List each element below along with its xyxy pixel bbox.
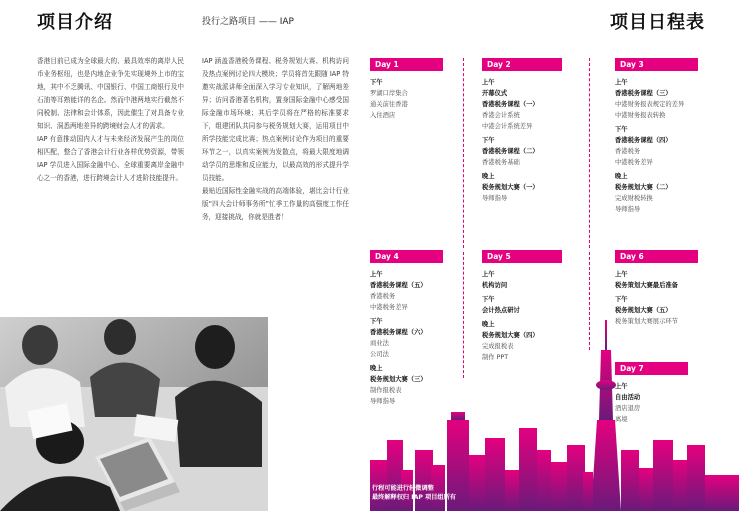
day-1-card bbox=[370, 58, 443, 121]
time-slot-label: 晚上 bbox=[370, 365, 383, 372]
day-5-header: Day 5 bbox=[482, 250, 562, 263]
schedule-item: 导师指导 bbox=[370, 398, 396, 405]
session-title: 自由活动 bbox=[615, 394, 641, 401]
schedule-footnote bbox=[372, 484, 492, 502]
session-title: 税务规划大赛（三） bbox=[370, 376, 427, 383]
schedule-item: 酒店退房 bbox=[615, 405, 641, 412]
schedule-item: 公司法 bbox=[370, 351, 389, 358]
session-title: 税务策划大赛最后准备 bbox=[615, 282, 678, 289]
day-4-header: Day 4 bbox=[370, 250, 443, 263]
schedule-item: 香港税务 bbox=[370, 293, 396, 300]
page-title-right: 项目日程表 bbox=[610, 12, 705, 33]
schedule-item: 香港会计系统 bbox=[482, 112, 520, 119]
time-slot-label: 晚上 bbox=[482, 173, 495, 180]
schedule-item: 中港会计系统差异 bbox=[482, 123, 533, 130]
schedule-item: 完成财税转换 bbox=[615, 195, 653, 202]
footnote-line: 最终解释权归 IAP 项目组所有 bbox=[372, 494, 456, 501]
time-slot-label: 上午 bbox=[482, 79, 495, 86]
session-title: 机构访问 bbox=[482, 282, 508, 289]
column-divider bbox=[463, 58, 464, 248]
schedule-item: 制作报税表 bbox=[370, 387, 402, 394]
schedule-item: 中港税务差异 bbox=[615, 159, 653, 166]
business-meeting-photo bbox=[0, 317, 268, 511]
project-subtitle: 投行之路项目 —— IAP bbox=[202, 17, 294, 27]
time-slot-label: 上午 bbox=[615, 271, 628, 278]
schedule-item: 罗湖口岸集合 bbox=[370, 90, 408, 97]
time-slot-label: 上午 bbox=[615, 383, 628, 390]
session-title: 税务规划大赛（二） bbox=[615, 184, 672, 191]
schedule-item: 制作 PPT bbox=[482, 354, 509, 361]
schedule-item: 通关前往香港 bbox=[370, 101, 408, 108]
session-title: 税务规划大赛（四） bbox=[482, 332, 539, 339]
day-2-card bbox=[482, 58, 562, 204]
time-slot-label: 晚上 bbox=[615, 173, 628, 180]
intro-paragraph: IAP 有意推动国内人才与未来经济发展产生的岗位相匹配，整合了香港会计行业各样优势资源，带领 IAP 学员进入国际金融中心、全球重要离岸金融中心之一的香港，进行跨境会计人才进阶技能提升。 bbox=[37, 135, 184, 182]
time-slot-label: 下午 bbox=[482, 296, 495, 303]
schedule-item: 导师指导 bbox=[615, 206, 641, 213]
session-title: 香港税务课程（三） bbox=[615, 90, 672, 97]
schedule-item: 中港税务差异 bbox=[370, 304, 408, 311]
footnote-line: 行程可能进行轻微调整 bbox=[372, 485, 434, 492]
time-slot-label: 下午 bbox=[370, 79, 383, 86]
schedule-item: 入住酒店 bbox=[370, 112, 396, 119]
session-title: 税务规划大赛（五） bbox=[615, 307, 672, 314]
session-title: 香港税务课程（五） bbox=[370, 282, 427, 289]
day-7-header: Day 7 bbox=[615, 362, 688, 375]
schedule-item: 离境 bbox=[615, 416, 628, 423]
time-slot-label: 下午 bbox=[370, 318, 383, 325]
intro-column-2 bbox=[202, 55, 349, 224]
time-slot-label: 上午 bbox=[615, 79, 628, 86]
day-2-header: Day 2 bbox=[482, 58, 562, 71]
schedule-item: 税务策划大赛展示环节 bbox=[615, 318, 678, 325]
schedule-item: 导师指导 bbox=[482, 195, 508, 202]
day-6-header: Day 6 bbox=[615, 250, 698, 263]
day-3-card bbox=[615, 58, 698, 215]
time-slot-label: 上午 bbox=[482, 271, 495, 278]
intro-paragraph: IAP 涵盖香港税务课程、税务规划大赛、机构访问及热点案例讨论四大模块；学员将首先跟随 IAP 特邀实战派讲师全面深入学习专业知识，了解两地差异；访问香港著名机构，置身国际金融中心感受国际金融市场环境；其后学员将在严格的标准要求下，组建团队共同参与税务规划大赛，运用项目中所学技能完成比赛；热点案例讨论作为项目的重要环节之一，以真实案例为发散点，将最大限度地调动学员的思维和反应能力，以最高效的形式提升学员技能。 bbox=[202, 57, 349, 182]
schedule-item: 中港财务报表转换 bbox=[615, 112, 666, 119]
schedule-item: 香港税务 bbox=[615, 148, 641, 155]
day-1-header: Day 1 bbox=[370, 58, 443, 71]
session-title: 开幕仪式 bbox=[482, 90, 508, 97]
intro-column-1 bbox=[37, 55, 184, 185]
day-7-card bbox=[615, 362, 688, 425]
session-title: 香港税务课程（二） bbox=[482, 148, 539, 155]
schedule-item: 中港财务报表规定的差异 bbox=[615, 101, 685, 108]
time-slot-label: 上午 bbox=[370, 271, 383, 278]
session-title: 香港税务课程（四） bbox=[615, 137, 672, 144]
session-title: 香港税务课程（六） bbox=[370, 329, 427, 336]
intro-paragraph: 最贴近国际性金融实战的高端体验，堪比会计行业版“四大会计师事务所”忙季工作量的高强度工作任务，迎接挑战，你就是胜者！ bbox=[202, 187, 349, 221]
session-title: 会计热点研讨 bbox=[482, 307, 520, 314]
time-slot-label: 下午 bbox=[482, 137, 495, 144]
session-title: 税务规划大赛（一） bbox=[482, 184, 539, 191]
schedule-item: 香港税务基础 bbox=[482, 159, 520, 166]
time-slot-label: 下午 bbox=[615, 126, 628, 133]
schedule-item: 完成报税表 bbox=[482, 343, 514, 350]
page-title-left: 项目介绍 bbox=[37, 12, 113, 33]
column-divider bbox=[589, 58, 590, 248]
day-3-header: Day 3 bbox=[615, 58, 698, 71]
time-slot-label: 晚上 bbox=[482, 321, 495, 328]
schedule-item: 商业法 bbox=[370, 340, 389, 347]
session-title: 香港税务课程（一） bbox=[482, 101, 539, 108]
time-slot-label: 下午 bbox=[615, 296, 628, 303]
intro-paragraph: 香港目前已成为全球最大的、最具效率的离岸人民币业务枢纽，也是内地企业争先实现境外上市的宝地，其中不乏腾讯、中国银行、中国工商银行及中石油等耳熟能详的名企。然而中港两地实行截然不同税制、法律和会计体系，因此催生了对具备专业知识、洞悉两地差异的跨境财会人才的需求。 bbox=[37, 57, 184, 130]
